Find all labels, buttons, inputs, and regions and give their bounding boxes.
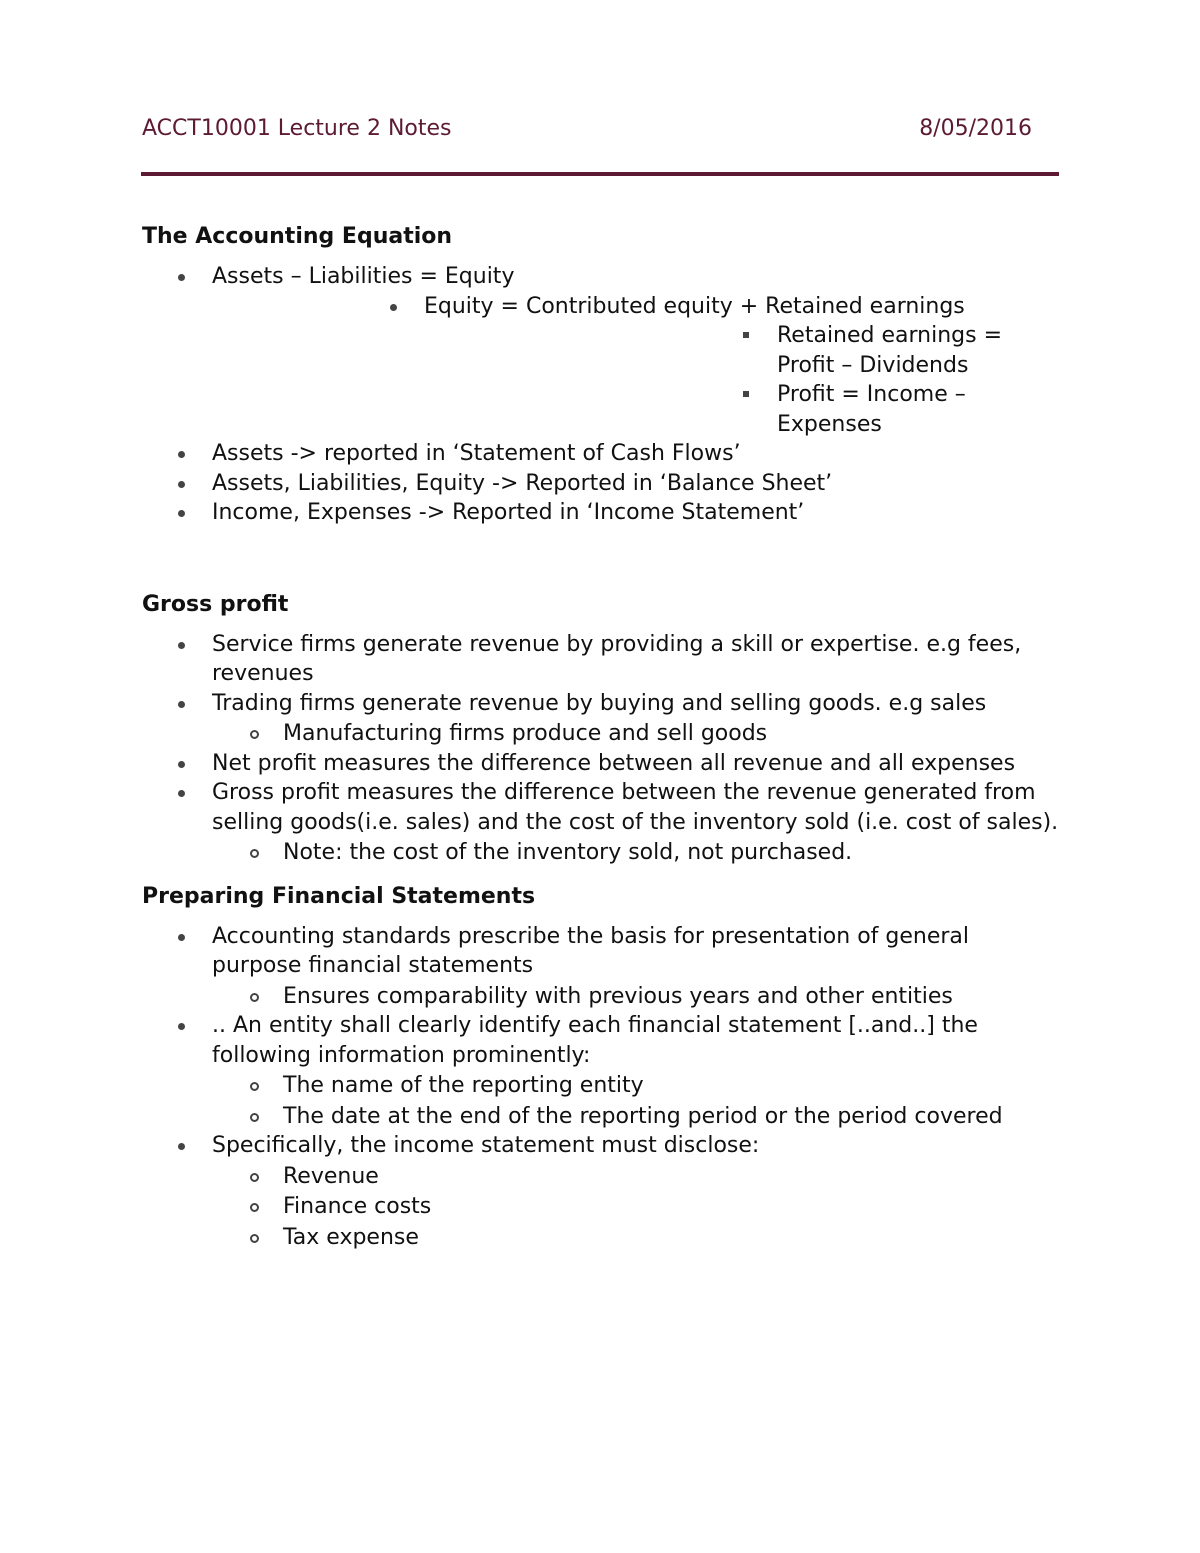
list-item-text: Profit = Income – Expenses (777, 382, 966, 437)
list-item-text: Service firms generate revenue by providing a skill or expertise. e.g fees, revenues (212, 631, 1022, 686)
bullet-icon (178, 701, 185, 708)
circle-bullet-icon (250, 993, 259, 1002)
list-item-text: Tax expense (283, 1224, 419, 1250)
list-item (142, 689, 1062, 719)
circle-bullet-icon (250, 730, 259, 739)
list-item-text: Manufacturing firms produce and sell goods (283, 721, 768, 746)
section-heading-preparing-statements: Preparing Financial Statements (142, 883, 536, 909)
list-item (142, 1071, 1062, 1101)
bullet-icon (178, 451, 185, 458)
circle-bullet-icon (250, 1173, 259, 1182)
list-item-text: Retained earnings = Profit – Dividends (777, 323, 1003, 378)
list-item-text: Assets – Liabilities = Equity (212, 264, 515, 289)
list-item-text: Ensures comparability with previous years and other entities (283, 983, 953, 1009)
bullet-icon (178, 1143, 185, 1150)
bullet-icon (178, 790, 185, 797)
list-item (142, 719, 1062, 749)
list-item (142, 469, 1062, 499)
list-item-text: .. An entity shall clearly identify each financial statement [..and..] the following information prominently: (212, 1013, 978, 1068)
list-item-text: Equity = Contributed equity + Retained earnings (424, 293, 965, 319)
bullet-icon (178, 510, 185, 517)
bullet-icon (178, 1023, 185, 1030)
header-rule (141, 172, 1059, 176)
list-item-text: Assets, Liabilities, Equity -> Reported in ‘Balance Sheet’ (212, 470, 833, 496)
list-item (142, 439, 1062, 469)
list-item (142, 749, 1062, 779)
bullet-icon (390, 304, 397, 311)
list-item-text: Accounting standards prescribe the basis for presentation of general purpose financial statements (212, 923, 970, 978)
list-item-text: The name of the reporting entity (283, 1073, 644, 1098)
list-item (142, 838, 1062, 868)
list-item-text: Trading firms generate revenue by buying and selling goods. e.g sales (212, 690, 987, 716)
section-heading-gross-profit: Gross profit (142, 591, 289, 617)
list-item (142, 982, 1062, 1012)
list-item (142, 778, 1062, 837)
list-item-text: Revenue (283, 1163, 379, 1189)
bullet-icon (178, 934, 185, 941)
square-bullet-icon (743, 391, 749, 397)
list-item (142, 1223, 1062, 1253)
list-item (142, 1131, 1062, 1161)
bullet-icon (178, 642, 185, 649)
square-bullet-icon (743, 332, 749, 338)
list-item-text: Specifically, the income statement must disclose: (212, 1133, 760, 1158)
document-header (142, 116, 1032, 156)
list-item-text: Gross profit measures the difference between the revenue generated from selling goods(i.e. sales) and the cost of the inventory sold (i.e. cost of sales). (212, 780, 1059, 835)
circle-bullet-icon (250, 1082, 259, 1091)
list-item-text: Assets -> reported in ‘Statement of Cash Flows’ (212, 441, 741, 466)
circle-bullet-icon (250, 1113, 259, 1122)
document-date: 8/05/2016 (919, 116, 1032, 141)
list-item (142, 292, 1062, 322)
list-item (142, 1011, 1062, 1070)
list-item (142, 321, 1042, 380)
list-item (142, 1162, 1062, 1192)
list-item (142, 1192, 1062, 1222)
circle-bullet-icon (250, 1203, 259, 1212)
list-item (142, 922, 1062, 981)
list-item (142, 498, 1062, 528)
list-item (142, 1102, 1062, 1132)
section-heading-accounting-equation: The Accounting Equation (142, 224, 453, 249)
list-item-text: Income, Expenses -> Reported in ‘Income Statement’ (212, 500, 805, 525)
bullet-icon (178, 761, 185, 768)
list-item-text: Finance costs (283, 1194, 432, 1219)
bullet-icon (178, 481, 185, 488)
circle-bullet-icon (250, 1234, 259, 1243)
circle-bullet-icon (250, 849, 259, 858)
list-item (142, 262, 1062, 292)
list-item (142, 630, 1062, 689)
document-title: ACCT10001 Lecture 2 Notes (142, 116, 452, 141)
list-item-text: Note: the cost of the inventory sold, not purchased. (283, 840, 853, 865)
bullet-icon (178, 274, 185, 281)
list-item-text: Net profit measures the difference between all revenue and all expenses (212, 750, 1016, 776)
list-item (142, 380, 1042, 439)
document-body (142, 222, 1062, 1252)
list-item-text: The date at the end of the reporting period or the period covered (283, 1103, 1003, 1129)
